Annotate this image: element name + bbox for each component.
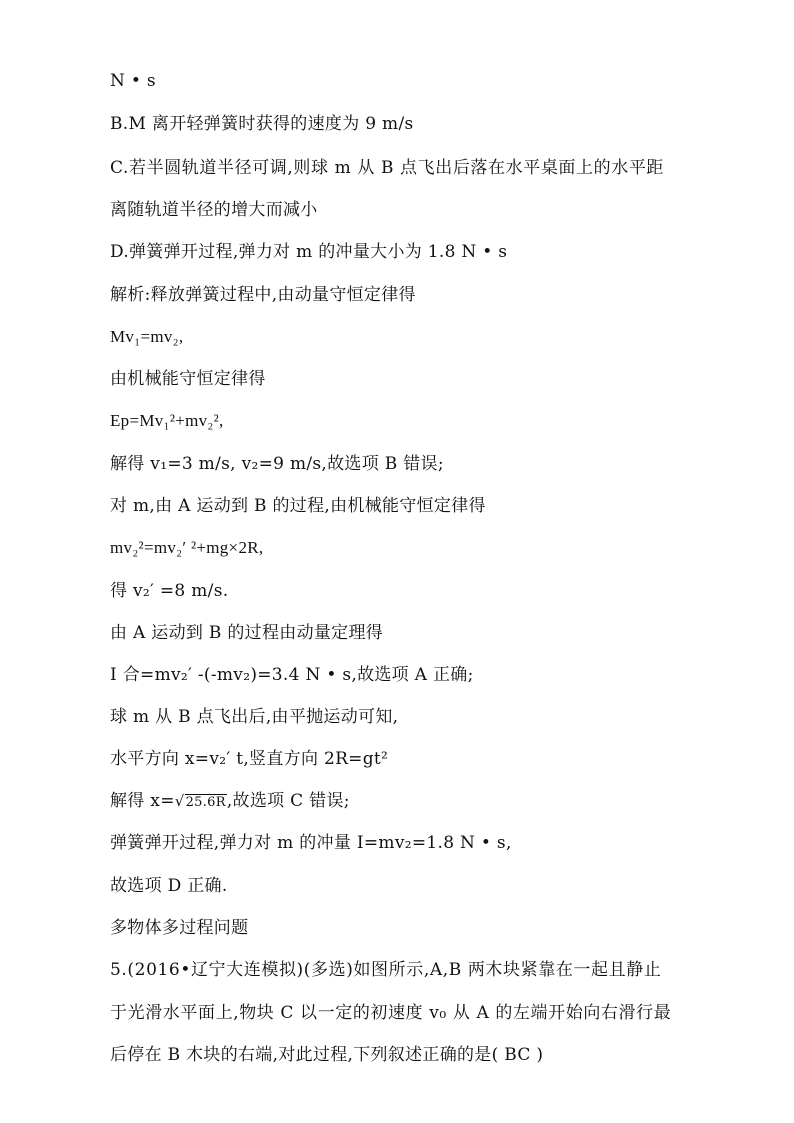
- formula-energy: Ep=Mv₁²+mv₂²,: [110, 411, 224, 430]
- text-line: 由机械能守恒定律得: [110, 369, 266, 389]
- option-c: C.若半圆轨道半径可调,则球 m 从 B 点飞出后落在水平桌面上的水平距: [110, 158, 665, 178]
- formula-energy-ab: mv₂²=mv₂′ ²+mg×2R,: [110, 538, 264, 557]
- section-title: 多物体多过程问题: [110, 918, 249, 938]
- formula-projectile: 水平方向 x=v₂′ t,竖直方向 2R=gt²: [110, 749, 389, 769]
- formula-radicand: 25.6R: [185, 795, 226, 810]
- text-line: 对 m,由 A 运动到 B 的过程,由机械能守恒定律得: [110, 496, 486, 516]
- text-line: 故选项 D 正确.: [110, 876, 228, 896]
- formula-spring-impulse: 弹簧弹开过程,弹力对 m 的冲量 I=mv₂=1.8 N • s,: [110, 833, 512, 853]
- option-d: D.弹簧弹开过程,弹力对 m 的冲量大小为 1.8 N • s: [110, 242, 508, 262]
- formula-distance: [110, 790, 690, 812]
- option-c-cont: 离随轨道半径的增大而减小: [110, 200, 318, 220]
- text-line: 由 A 运动到 B 的过程由动量定理得: [110, 623, 384, 643]
- option-b: B.M 离开轻弹簧时获得的速度为 9 m/s: [110, 114, 414, 134]
- solution-velocities: 解得 v₁=3 m/s, v₂=9 m/s,故选项 B 错误;: [110, 454, 444, 474]
- sqrt-icon: √: [174, 792, 185, 810]
- formula-momentum: Mv₁=mv₂,: [110, 327, 184, 346]
- question-5-cont: 后停在 B 木块的右端,对此过程,下列叙述正确的是( BC ): [110, 1045, 544, 1065]
- text-line: 得 v₂′ =8 m/s.: [110, 581, 229, 601]
- formula-distance-suffix: ,故选项 C 错误;: [226, 791, 350, 811]
- formula-distance-prefix: 解得 x=: [110, 791, 175, 811]
- analysis-intro: 解析:释放弹簧过程中,由动量守恒定律得: [110, 285, 416, 305]
- formula-impulse: I 合=mv₂′ -(-mv₂)=3.4 N • s,故选项 A 正确;: [110, 665, 474, 685]
- text-line: 球 m 从 B 点飞出后,由平抛运动可知,: [110, 707, 399, 727]
- question-5-cont: 于光滑水平面上,物块 C 以一定的初速度 v₀ 从 A 的左端开始向右滑行最: [110, 1003, 672, 1023]
- question-5: 5.(2016•辽宁大连模拟)(多选)如图所示,A,B 两木块紧靠在一起且静止: [110, 960, 662, 980]
- text-line: N • s: [110, 71, 156, 91]
